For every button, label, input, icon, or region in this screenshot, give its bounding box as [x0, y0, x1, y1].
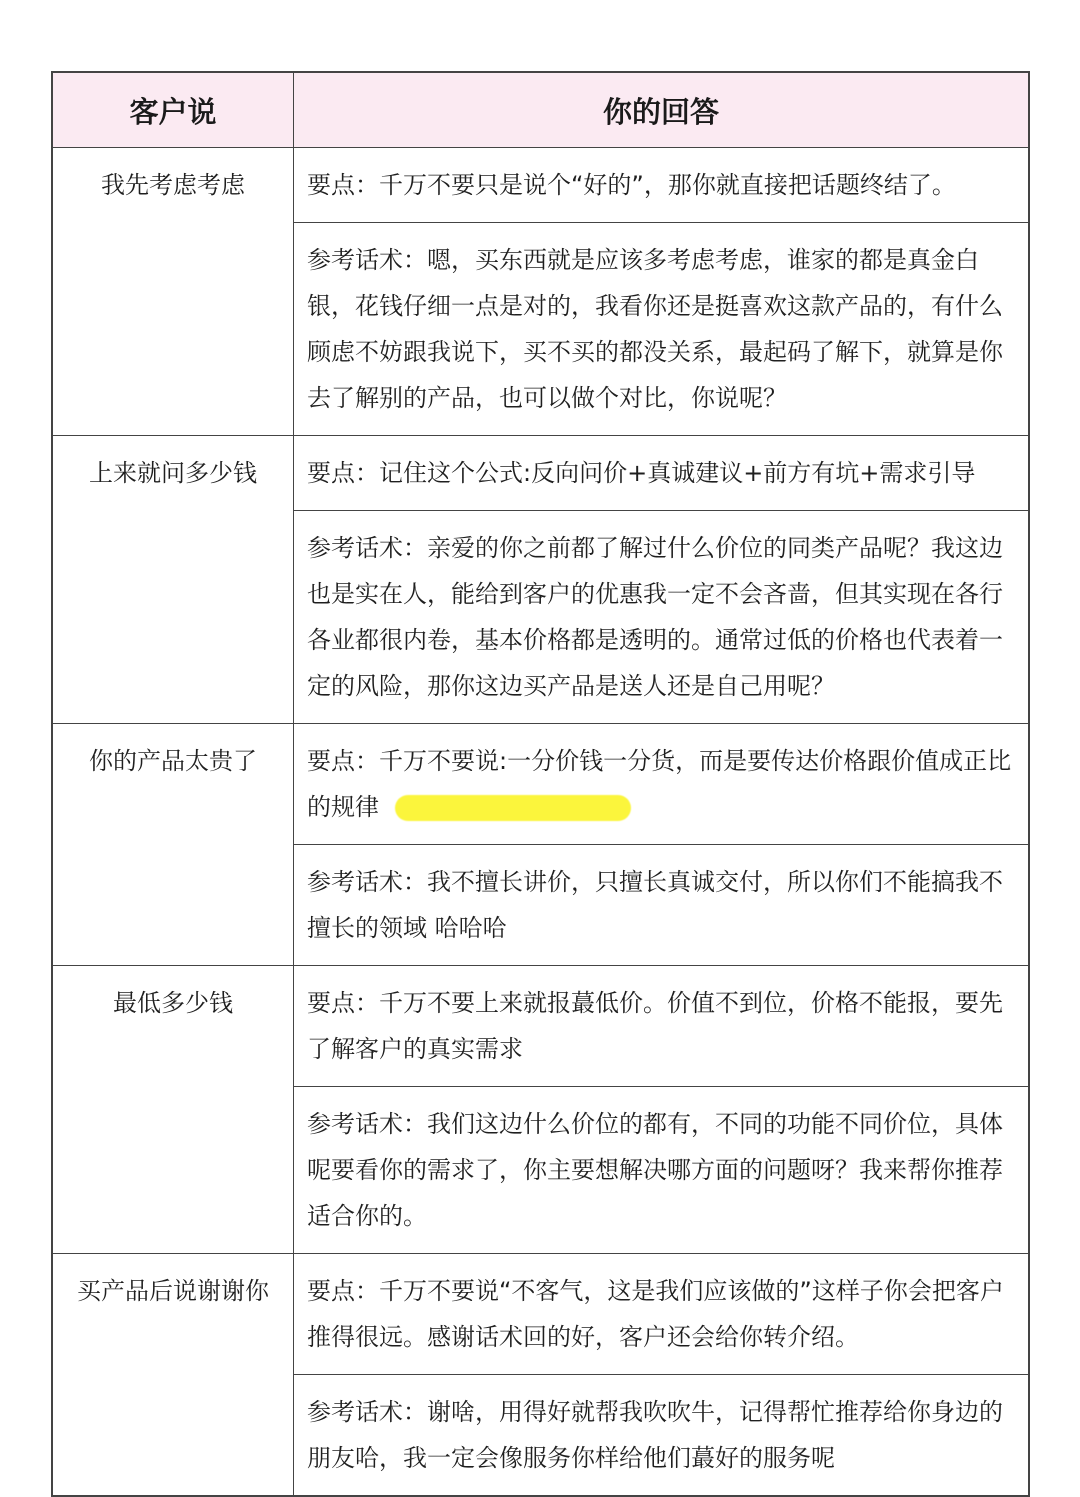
key-point-cell: 要点：记住这个公式:反向问价+真诚建议+前方有坑+需求引导: [294, 436, 1029, 511]
customer-says-cell: 买产品后说谢谢你: [53, 1254, 294, 1496]
customer-says-cell: 上来就问多少钱: [53, 436, 294, 724]
header-customer-says: 客户说: [53, 73, 294, 148]
key-point-text: 要点：千万不要说:一分价钱一分货，而是要传达价格跟价值成正比的规律: [307, 747, 1012, 821]
table: [52, 72, 1029, 1496]
header-your-answer: 你的回答: [294, 73, 1029, 148]
table-header: [53, 73, 1029, 148]
sales-script-table: [51, 71, 1030, 1497]
key-point-cell: 要点：千万不要上来就报蕞低价。价值不到位，价格不能报，要先了解客户的真实需求: [294, 966, 1029, 1087]
reference-script-cell: 参考话术：我不擅长讲价，只擅长真诚交付，所以你们不能搞我不擅长的领域 哈哈哈: [294, 845, 1029, 966]
table-row: [53, 724, 1029, 845]
table-body: [53, 148, 1029, 1496]
reference-script-cell: 参考话术：谢啥，用得好就帮我吹吹牛，记得帮忙推荐给你身边的朋友哈，我一定会像服务你样给他们蕞好的服务呢: [294, 1375, 1029, 1496]
highlighter-mark: [395, 795, 631, 821]
reference-script-cell: 参考话术：亲爱的你之前都了解过什么价位的同类产品呢？我这边也是实在人，能给到客户的优惠我一定不会吝啬，但其实现在各行各业都很内卷，基本价格都是透明的。通常过低的价格也代表着一定的风险，那你这边买产品是送人还是自己用呢？: [294, 511, 1029, 724]
key-point-cell: [294, 724, 1029, 845]
table-row: [53, 966, 1029, 1087]
table-row: [53, 436, 1029, 511]
key-point-cell: 要点：千万不要说“不客气，这是我们应该做的”这样子你会把客户推得很远。感谢话术回的好，客户还会给你转介绍。: [294, 1254, 1029, 1375]
table-row: [53, 1254, 1029, 1375]
customer-says-cell: 你的产品太贵了: [53, 724, 294, 966]
key-point-cell: 要点：千万不要只是说个“好的”，那你就直接把话题终结了。: [294, 148, 1029, 223]
customer-says-cell: 我先考虑考虑: [53, 148, 294, 436]
reference-script-cell: 参考话术：嗯，买东西就是应该多考虑考虑，谁家的都是真金白银，花钱仔细一点是对的，我看你还是挺喜欢这款产品的，有什么顾虑不妨跟我说下，买不买的都没关系，最起码了解下，就算是你去了解别的产品，也可以做个对比，你说呢？: [294, 223, 1029, 436]
header-row: [53, 73, 1029, 148]
table-row: [53, 148, 1029, 223]
customer-says-cell: 最低多少钱: [53, 966, 294, 1254]
reference-script-cell: 参考话术：我们这边什么价位的都有，不同的功能不同价位，具体呢要看你的需求了，你主要想解决哪方面的问题呀？我来帮你推荐适合你的。: [294, 1087, 1029, 1254]
